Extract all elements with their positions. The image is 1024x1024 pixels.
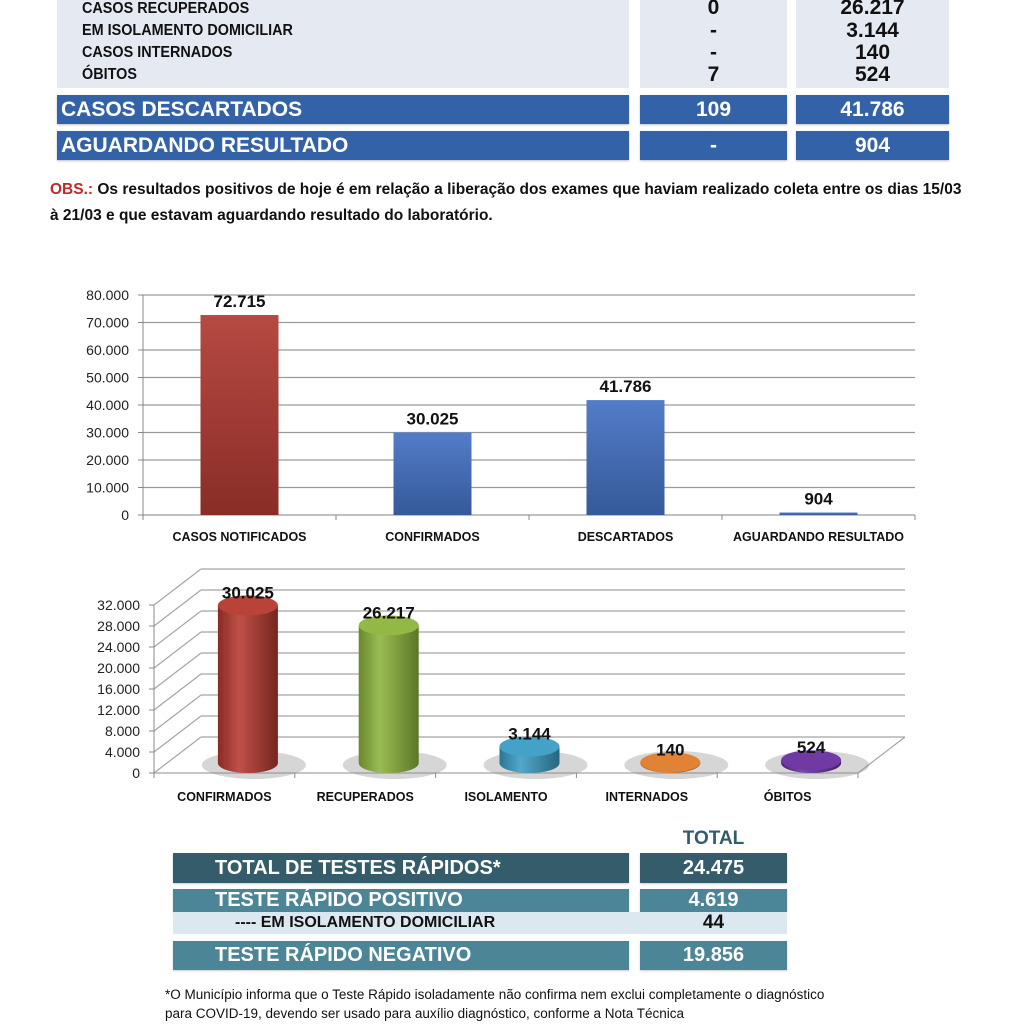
rapid-tests-total-header: TOTAL: [682, 828, 745, 849]
bar-value-label: 524: [796, 738, 826, 758]
x-category-label: CONFIRMADOS: [177, 790, 272, 804]
x-category-label: CONFIRMADOS: [385, 530, 480, 544]
bar-value-label: 26.217: [362, 603, 415, 623]
row-total-isolamento: 3.144: [846, 19, 899, 42]
side-gridline: [154, 737, 201, 773]
side-gridline: [154, 716, 201, 752]
rapid-tests-isolation-value: 44: [702, 912, 725, 933]
y-tick-label: 24.000: [97, 639, 140, 655]
x-category-label: ISOLAMENTO: [464, 790, 548, 804]
observation-text: Os resultados positivos de hoje é em relação a liberação dos exames que haviam realizado coleta entre os dias 15/03 à 21/03 e que estavam aguardando resultado do laboratório.: [50, 181, 962, 224]
row-label-isolamento: EM ISOLAMENTO DOMICILIAR: [82, 22, 293, 39]
rapid-tests-negative-value: 19.856: [640, 941, 787, 970]
y-tick-label: 30.000: [86, 424, 129, 441]
row-total-recuperados: 26.217: [840, 0, 905, 19]
x-category-label: ÓBITOS: [763, 790, 812, 804]
rapid-tests-isolation-label: ---- EM ISOLAMENTO DOMICILIAR: [173, 912, 787, 934]
row-today-descartados: 109: [640, 95, 787, 124]
y-tick-label: 20.000: [86, 452, 129, 468]
side-gridline: [154, 632, 201, 668]
row-total-obitos: 524: [854, 63, 891, 86]
row-label-obitos: ÓBITOS: [82, 66, 137, 83]
bar-value-label: 3.144: [508, 724, 551, 744]
bar: [780, 513, 858, 515]
bar: [394, 432, 472, 515]
row-today-obitos: 7: [707, 63, 720, 86]
row-today-isolamento: -: [710, 19, 717, 42]
cases-overview-bar-chart: [0, 270, 1024, 560]
y-tick-label: 32.000: [97, 597, 140, 613]
x-category-label: RECUPERADOS: [316, 790, 414, 804]
side-gridline: [154, 674, 201, 710]
y-tick-label: 10.000: [86, 479, 129, 496]
x-category-label: INTERNADOS: [605, 790, 689, 804]
side-gridline: [154, 569, 201, 605]
bar: [587, 400, 665, 515]
y-tick-label: 60.000: [86, 342, 129, 358]
row-label-descartados: CASOS DESCARTADOS: [57, 95, 629, 124]
x-category-label: DESCARTADOS: [577, 530, 674, 544]
cylinder-bar: [218, 605, 278, 773]
rapid-tests-positive-value: 4.619: [640, 889, 787, 912]
row-label-recuperados: CASOS RECUPERADOS: [82, 0, 250, 17]
bar-value-label: 30.025: [406, 409, 459, 429]
rapid-tests-total-value: 24.475: [640, 853, 787, 883]
y-tick-label: 28.000: [97, 618, 140, 634]
row-today-aguardando: -: [640, 131, 787, 160]
row-label-aguardando: AGUARDANDO RESULTADO: [57, 131, 629, 160]
side-gridline: [154, 695, 201, 731]
observation-note: [50, 177, 970, 229]
y-tick-label: 16.000: [97, 681, 140, 697]
bar-value-label: 904: [804, 489, 833, 509]
y-tick-label: 70.000: [86, 314, 129, 331]
y-tick-label: 40.000: [86, 397, 129, 413]
bar: [201, 315, 279, 515]
rapid-test-footnote: *O Município informa que o Teste Rápido isoladamente não confirma nem exclui completamente o diagnóstico para COVID-19, devendo ser usado para auxílio diagnóstico, conforme a Nota Técnica: [165, 987, 825, 1021]
x-category-label: CASOS NOTIFICADOS: [172, 530, 307, 544]
side-gridline: [154, 611, 201, 647]
row-total-descartados: 41.786: [796, 95, 949, 124]
y-tick-label: 20.000: [97, 660, 140, 676]
cylinder-bar: [359, 625, 419, 773]
y-tick-label: 0: [121, 507, 129, 523]
row-today-recuperados: 0: [707, 0, 720, 19]
x-category-label: AGUARDANDO RESULTADO: [732, 530, 905, 544]
rapid-tests-positive-label: TESTE RÁPIDO POSITIVO: [173, 889, 629, 912]
row-today-internados: -: [710, 41, 717, 64]
rapid-tests-negative-label: TESTE RÁPIDO NEGATIVO: [173, 941, 629, 970]
y-tick-label: 50.000: [86, 369, 129, 386]
bar-value-label: 72.715: [213, 292, 266, 312]
y-tick-label: 0: [132, 765, 140, 781]
row-label-internados: CASOS INTERNADOS: [82, 44, 233, 61]
rapid-tests-total-label: TOTAL DE TESTES RÁPIDOS*: [173, 853, 629, 883]
observation-tag: OBS.:: [50, 181, 94, 198]
row-total-internados: 140: [854, 41, 891, 64]
bar-value-label: 140: [656, 740, 685, 760]
side-gridline: [154, 653, 201, 689]
y-tick-label: 8.000: [104, 723, 140, 739]
row-total-aguardando: 904: [796, 131, 949, 160]
bar-value-label: 30.025: [221, 583, 274, 603]
case-status-3d-bar-chart: [0, 560, 1024, 815]
y-tick-label: 4.000: [104, 744, 140, 760]
bar-value-label: 41.786: [599, 377, 652, 397]
y-tick-label: 80.000: [86, 287, 129, 303]
side-gridline: [154, 590, 201, 626]
y-tick-label: 12.000: [97, 702, 140, 718]
